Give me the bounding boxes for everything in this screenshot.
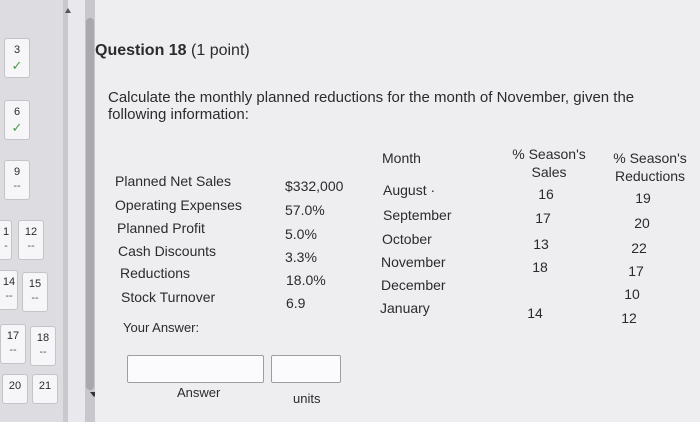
sales-november: 18 xyxy=(532,259,548,275)
nav-question-17[interactable] xyxy=(0,324,26,364)
month-october: October xyxy=(382,231,432,247)
nav-number: 12 xyxy=(24,226,38,238)
month-january: January xyxy=(380,300,430,316)
reductions-august: 19 xyxy=(635,190,651,206)
checkmark-icon: ✓ xyxy=(11,58,23,73)
checkmark-icon: ✓ xyxy=(11,120,23,135)
value-cash-discounts: 3.3% xyxy=(285,249,317,265)
sales-september: 17 xyxy=(535,210,551,226)
nav-question-6[interactable] xyxy=(4,100,30,140)
label-planned-net-sales: Planned Net Sales xyxy=(115,173,231,189)
value-planned-net-sales: $332,000 xyxy=(285,178,344,194)
reductions-december: 10 xyxy=(624,286,640,302)
answer-caption: Answer xyxy=(177,385,221,400)
question-panel xyxy=(95,0,700,422)
answer-input[interactable] xyxy=(127,355,264,383)
question-number: Question 18 xyxy=(95,42,187,59)
nav-question-11[interactable] xyxy=(0,220,12,260)
month-august: August · xyxy=(383,182,436,198)
nav-question-14[interactable] xyxy=(0,270,18,310)
header-month: Month xyxy=(382,150,421,166)
unanswered-mark: -- xyxy=(5,290,13,302)
navigator-scrollbar[interactable] xyxy=(63,0,68,422)
content-scrollbar-thumb[interactable] xyxy=(86,18,94,390)
nav-number: 9 xyxy=(13,166,21,178)
value-planned-profit: 5.0% xyxy=(285,226,317,242)
header-season-reductions: % Season's Reductions xyxy=(613,150,687,184)
value-stock-turnover: 6.9 xyxy=(286,295,306,311)
label-cash-discounts: Cash Discounts xyxy=(118,243,217,259)
nav-question-18[interactable] xyxy=(30,326,56,366)
nav-question-12[interactable] xyxy=(18,220,44,260)
question-points: (1 point) xyxy=(186,42,250,59)
month-december: December xyxy=(381,277,446,293)
value-operating-expenses: 57.0% xyxy=(285,202,325,218)
nav-question-15[interactable] xyxy=(22,272,48,312)
nav-question-21[interactable] xyxy=(32,374,58,404)
label-stock-turnover: Stock Turnover xyxy=(121,289,216,305)
month-november: November xyxy=(381,254,446,270)
sales-january: 14 xyxy=(527,305,543,321)
value-reductions: 18.0% xyxy=(286,272,326,288)
reductions-october: 22 xyxy=(631,240,647,256)
question-title xyxy=(95,42,250,60)
month-september: September xyxy=(383,207,452,223)
your-answer-label: Your Answer: xyxy=(123,320,200,335)
reductions-november: 17 xyxy=(628,263,644,279)
reductions-september: 20 xyxy=(634,215,650,231)
unanswered-mark: -- xyxy=(13,180,21,192)
nav-number: 18 xyxy=(36,332,50,344)
units-caption: units xyxy=(293,391,321,406)
unanswered-mark: -- xyxy=(39,346,47,358)
nav-number: 1 xyxy=(2,226,10,238)
nav-number: 20 xyxy=(8,380,22,392)
units-input[interactable] xyxy=(271,355,341,383)
scroll-up-icon[interactable] xyxy=(65,8,71,13)
label-operating-expenses: Operating Expenses xyxy=(115,197,242,213)
unanswered-mark: - xyxy=(4,240,8,252)
header-season-sales: % Season's Sales xyxy=(512,146,586,180)
nav-number: 15 xyxy=(28,278,42,290)
nav-number: 21 xyxy=(38,380,52,392)
nav-number: 6 xyxy=(13,106,21,118)
nav-number: 17 xyxy=(6,330,20,342)
nav-question-9[interactable] xyxy=(4,160,30,200)
label-reductions: Reductions xyxy=(120,265,191,281)
label-planned-profit: Planned Profit xyxy=(117,220,205,236)
nav-number: 14 xyxy=(2,276,16,288)
unanswered-mark: -- xyxy=(31,292,39,304)
sales-august: 16 xyxy=(538,186,554,202)
unanswered-mark: -- xyxy=(9,344,17,356)
nav-question-20[interactable] xyxy=(2,374,28,404)
nav-question-3[interactable] xyxy=(4,38,30,78)
sales-october: 13 xyxy=(533,236,549,252)
unanswered-mark: -- xyxy=(27,240,35,252)
question-prompt: Calculate the monthly planned reductions for the month of November, given the following information: xyxy=(108,89,635,123)
reductions-january: 12 xyxy=(621,310,637,326)
nav-number: 3 xyxy=(13,44,21,56)
